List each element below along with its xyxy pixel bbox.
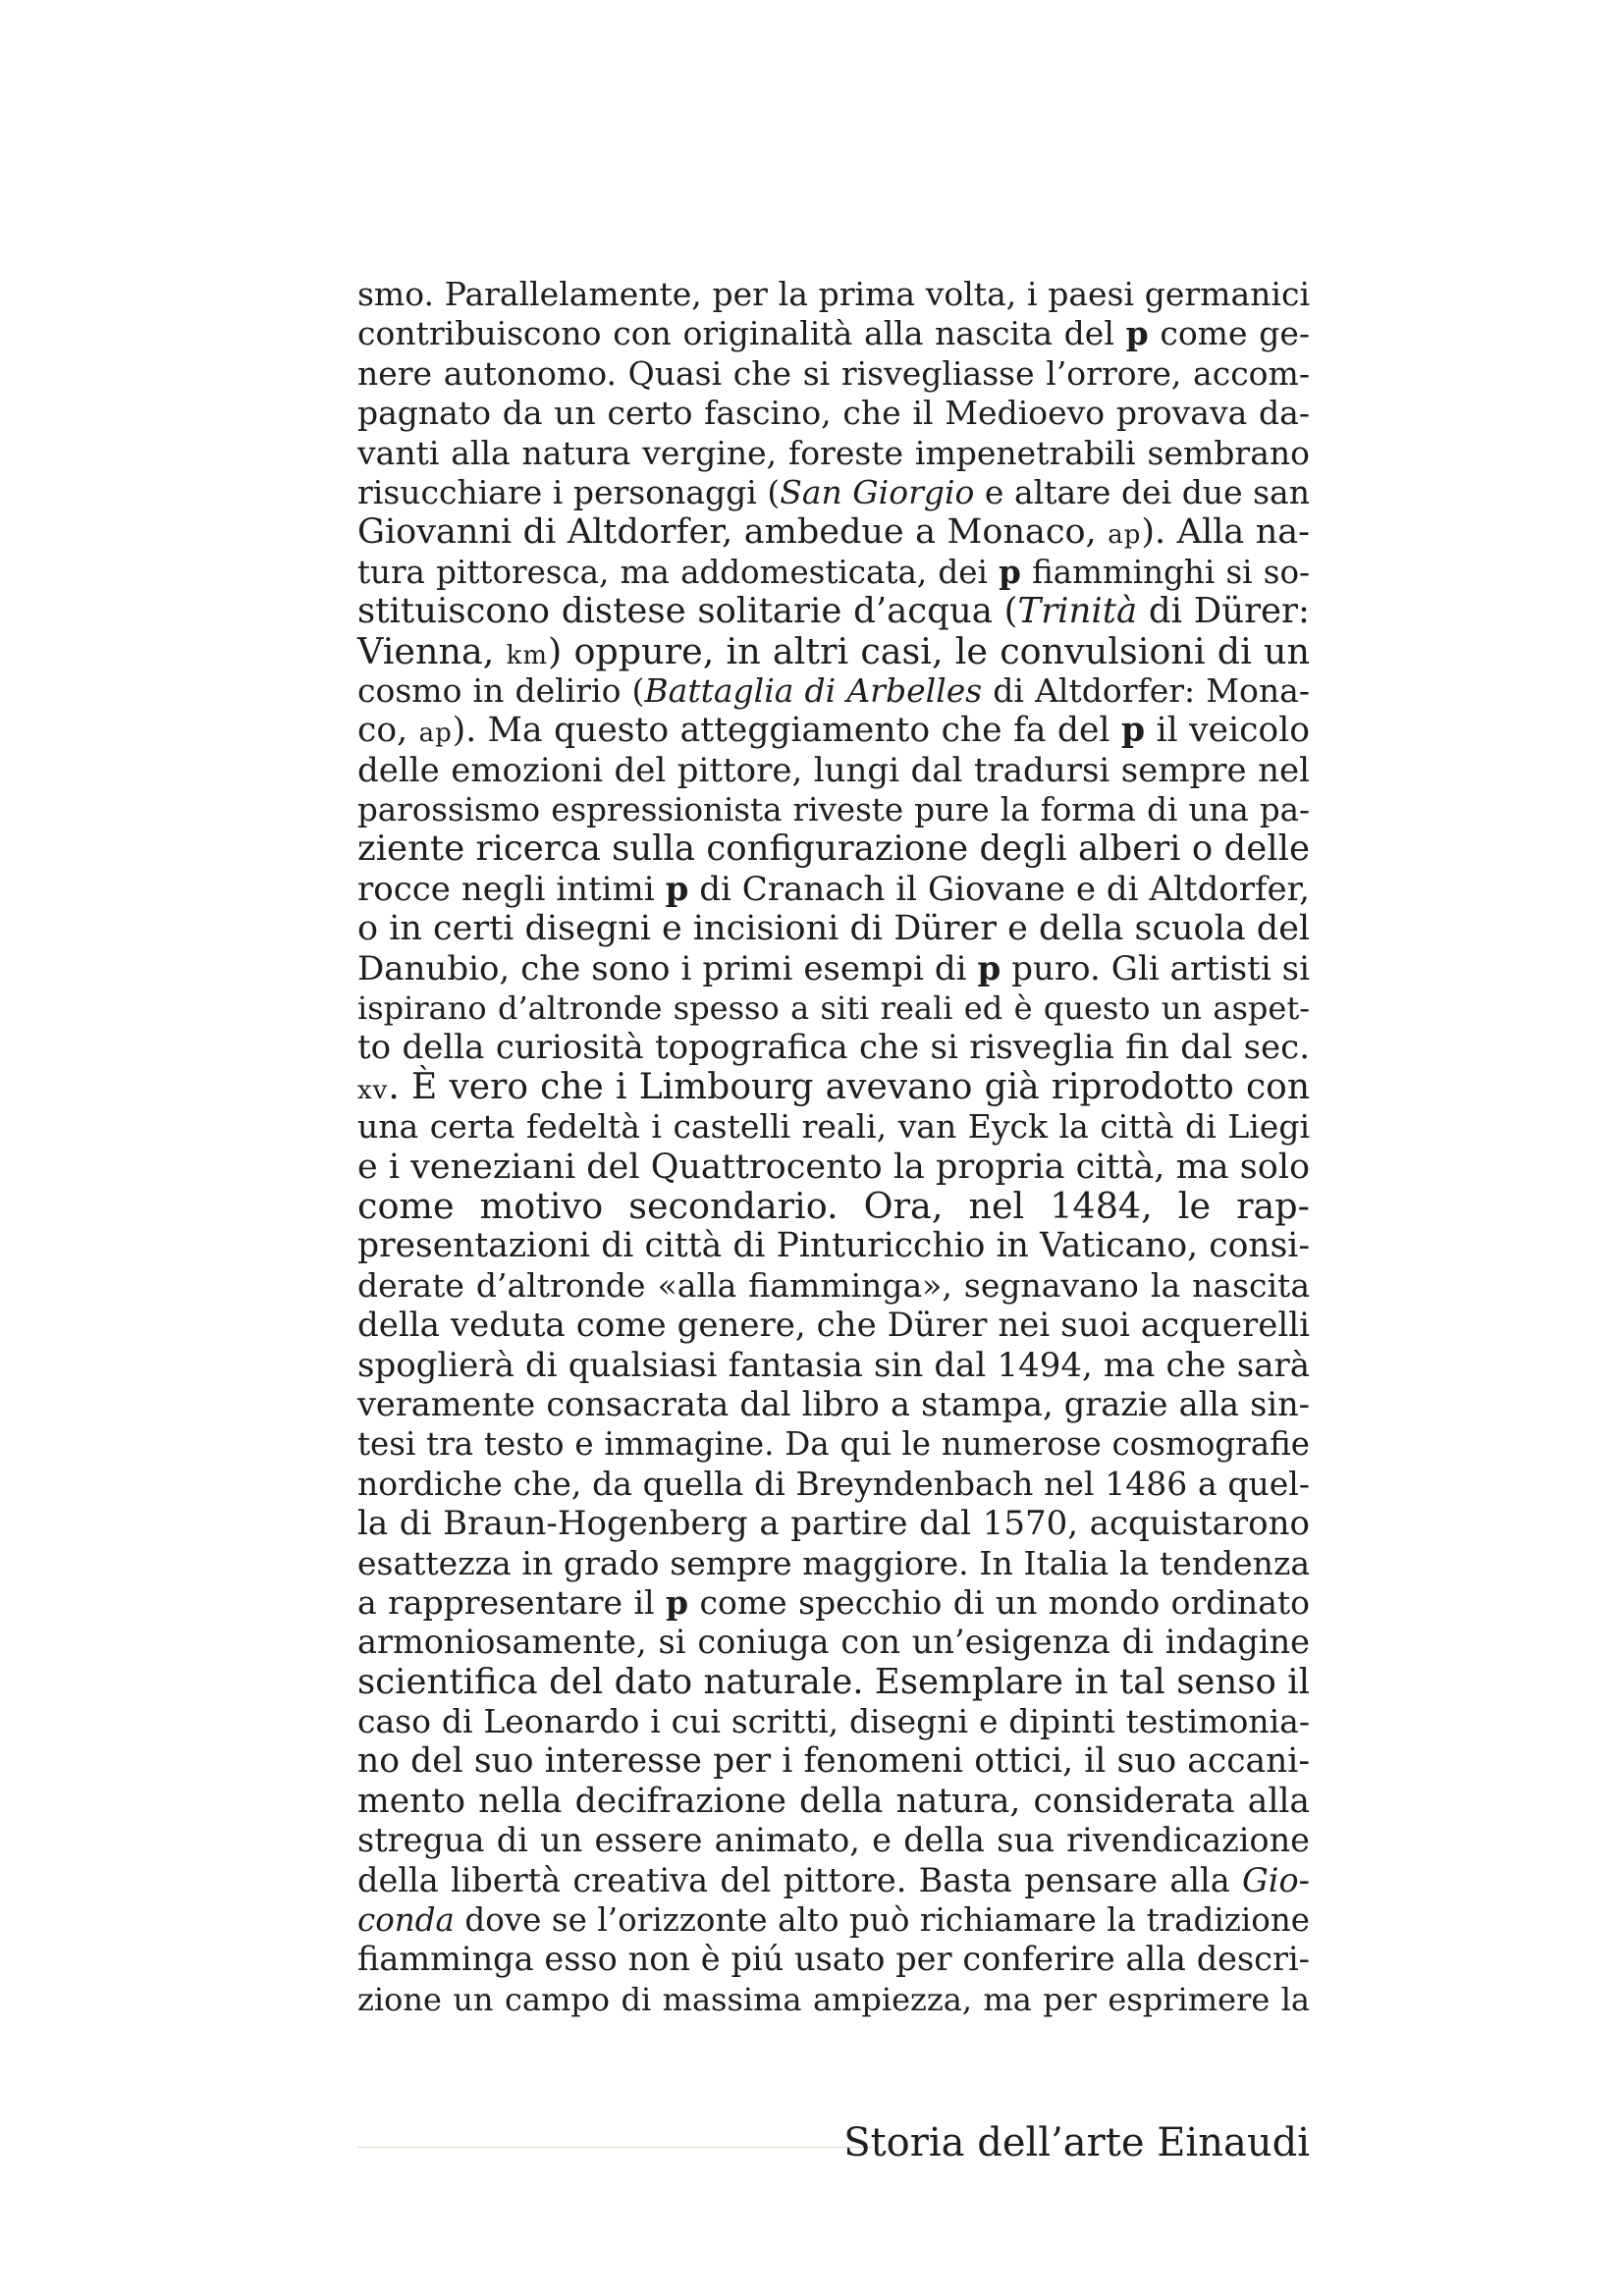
- text-line: [357, 1306, 1310, 1345]
- text-line: [357, 909, 1310, 948]
- text-run: cosmo in delirio (: [357, 670, 645, 710]
- text-line: [357, 1663, 1310, 1702]
- text-run: spoglierà di qualsiasi fantasia sin dal 1494, ma che sarà: [357, 1345, 1310, 1385]
- text-line: [357, 314, 1310, 353]
- bold-term: p: [1125, 314, 1149, 353]
- text-run: ispirano d’altronde spesso a siti reali ed è questo un aspet-: [357, 989, 1310, 1028]
- text-run: fiamminga esso non è piú usato per conferire alla descri-: [357, 1940, 1310, 1979]
- text-run: nere autonomo. Quasi che si risvegliasse l’orrore, accom-: [357, 353, 1310, 393]
- italic-title: Trinità: [1017, 591, 1138, 632]
- text-line: [357, 1346, 1310, 1385]
- footer-rule: [357, 2147, 873, 2148]
- small-caps-abbr: km: [506, 640, 548, 670]
- text-run: delle emozioni del pittore, lungi dal tradursi sempre nel: [357, 750, 1310, 790]
- bold-term: p: [1120, 711, 1146, 751]
- text-line: [357, 1068, 1310, 1107]
- text-run: ziente ricerca sulla configurazione degli alberi o delle: [357, 828, 1310, 870]
- text-line: [357, 870, 1310, 909]
- text-run: come motivo secondario. Ora, nel 1484, le rap-: [357, 1184, 1310, 1227]
- text-run: dove se l’orizzonte alto può richiamare la tradizione: [454, 1901, 1310, 1940]
- bold-term: p: [999, 552, 1021, 591]
- text-line: [357, 1940, 1310, 1979]
- text-line: [357, 1782, 1310, 1821]
- text-line: [357, 1504, 1310, 1543]
- text-run: della libertà creativa del pittore. Basta pensare alla: [357, 1860, 1243, 1899]
- text-run: contribuiscono con originalità alla nascita del: [357, 314, 1126, 353]
- text-run: la di Braun-Hogenberg a partire dal 1570, acquistarono: [357, 1504, 1310, 1544]
- text-run: parossismo espressionista riveste pure la forma di una pa-: [357, 791, 1310, 829]
- text-run: puro. Gli artisti si: [1001, 948, 1310, 988]
- text-run: ). Alla na-: [1141, 512, 1310, 553]
- text-run: smo. Parallelamente, per la prima volta, i paesi germanici: [357, 275, 1310, 313]
- text-line: [357, 1028, 1310, 1067]
- text-run: no del suo interesse per i fenomeni ottici, il suo accani-: [357, 1741, 1310, 1782]
- text-line: [357, 1385, 1310, 1424]
- text-line: [357, 1424, 1310, 1464]
- text-run: vanti alla natura vergine, foreste impenetrabili sembrano: [357, 433, 1310, 472]
- text-run: rocce negli intimi: [357, 869, 666, 909]
- text-line: [357, 790, 1310, 829]
- text-run: zione un campo di massima ampiezza, ma per esprimere la: [357, 1980, 1310, 2018]
- text-line: [357, 512, 1310, 552]
- text-run: Danubio, che sono i primi esempi di: [357, 948, 978, 988]
- text-run: tura pittoresca, ma addomesticata, dei: [357, 553, 1000, 591]
- text-line: [357, 1861, 1310, 1900]
- text-run: il veicolo: [1145, 711, 1311, 751]
- text-run: ) oppure, in altri casi, le convulsioni di un: [548, 629, 1310, 672]
- text-run: di Cranach il Giovane e di Altdorfer,: [688, 869, 1310, 909]
- text-run: della veduta come genere, che Dürer nei suoi acquerelli: [357, 1306, 1310, 1346]
- text-run: nordiche che, da quella di Breyndenbach nel 1486 a quel-: [357, 1464, 1310, 1503]
- text-run: stregua di un essere animato, e della sua rivendicazione: [357, 1821, 1310, 1860]
- text-line: [357, 1583, 1310, 1623]
- text-line: [357, 751, 1310, 790]
- text-run: e i veneziani del Quattrocento la propria città, ma solo: [357, 1147, 1311, 1187]
- text-line: [357, 1623, 1310, 1662]
- text-line: [357, 1900, 1310, 1940]
- text-run: come ge-: [1148, 314, 1310, 353]
- text-run: ). Ma questo atteggiamento che fa del: [452, 711, 1121, 751]
- text-run: di Dürer:: [1137, 591, 1310, 632]
- text-run: di Altdorfer: Mona-: [982, 670, 1310, 710]
- footer-title: Storia dell’arte Einaudi: [843, 2120, 1310, 2165]
- text-run: veramente consacrata dal libro a stampa, grazie alla sin-: [357, 1384, 1310, 1423]
- text-run: armoniosamente, si coniuga con un’esigenza di indagine: [357, 1623, 1310, 1662]
- text-line: [357, 1741, 1310, 1781]
- page-footer: [357, 2115, 1310, 2174]
- bold-term: p: [977, 948, 1001, 988]
- text-run: fiamminghi si so-: [1020, 553, 1311, 591]
- text-run: mento nella decifrazione della natura, considerata alla: [357, 1781, 1310, 1821]
- italic-title: Gio-: [1242, 1860, 1310, 1899]
- text-run: caso di Leonardo i cui scritti, disegni e dipinti testimonia-: [357, 1702, 1310, 1741]
- text-run: a rappresentare il: [357, 1582, 667, 1622]
- text-line: [357, 1465, 1310, 1504]
- text-line: [357, 1266, 1310, 1306]
- text-run: una certa fedeltà i castelli reali, van Eyck la città di Liegi: [357, 1107, 1310, 1147]
- small-caps-abbr: ap: [1108, 520, 1142, 551]
- italic-title: Battaglia di Arbelles: [644, 670, 983, 710]
- text-line: [357, 473, 1310, 512]
- text-line: [357, 1544, 1310, 1583]
- bold-term: p: [665, 869, 689, 909]
- text-line: [357, 1821, 1310, 1860]
- text-line: [357, 275, 1310, 314]
- text-line: [357, 829, 1310, 869]
- text-line: [357, 394, 1310, 433]
- text-line: [357, 988, 1310, 1028]
- text-run: tesi tra testo e immagine. Da qui le numerose cosmografie: [357, 1425, 1310, 1464]
- text-run: co,: [357, 711, 419, 751]
- small-caps-abbr: ap: [418, 719, 453, 749]
- text-run: scientifica del dato naturale. Esemplare in tal senso il: [357, 1661, 1310, 1702]
- text-line: [357, 1702, 1310, 1741]
- text-line: [357, 671, 1310, 711]
- text-line: [357, 1148, 1310, 1187]
- text-line: [357, 949, 1310, 988]
- text-run: Giovanni di Altdorfer, ambedue a Monaco,: [357, 512, 1109, 553]
- text-line: [357, 1107, 1310, 1147]
- text-run: come specchio di un mondo ordinato: [688, 1582, 1310, 1622]
- italic-title: San Giorgio: [780, 472, 975, 511]
- text-run: esattezza in grado sempre maggiore. In Italia la tendenza: [357, 1543, 1310, 1582]
- body-text: [357, 275, 1310, 2019]
- text-run: derate d’altronde «alla fiamminga», segnavano la nascita: [357, 1265, 1310, 1305]
- text-run: presentazioni di città di Pinturicchio in Vaticano, consi-: [357, 1226, 1310, 1266]
- text-line: [357, 553, 1310, 592]
- text-run: . È vero che i Limbourg avevano già riprodotto con: [388, 1066, 1310, 1107]
- text-line: [357, 1184, 1310, 1227]
- bold-term: p: [666, 1582, 689, 1622]
- text-run: o in certi disegni e incisioni di Dürer e della scuola del: [357, 909, 1311, 949]
- text-line: [357, 354, 1310, 394]
- text-line: [357, 629, 1310, 672]
- text-run: pagnato da un certo fascino, che il Medioevo provava da-: [357, 394, 1310, 433]
- small-caps-abbr: xv: [357, 1075, 389, 1105]
- text-run: risucchiare i personaggi (: [357, 472, 781, 511]
- text-run: e altare dei due san: [974, 472, 1310, 511]
- text-line: [357, 592, 1310, 631]
- text-line: [357, 711, 1310, 750]
- italic-title: conda: [357, 1901, 455, 1940]
- text-line: [357, 1226, 1310, 1265]
- text-line: [357, 1980, 1310, 2019]
- text-run: to della curiosità topografica che si risveglia fin dal sec.: [357, 1028, 1310, 1068]
- text-run: stituiscono distese solitarie d’acqua (: [357, 591, 1018, 632]
- text-line: [357, 434, 1310, 473]
- text-run: Vienna,: [357, 629, 507, 672]
